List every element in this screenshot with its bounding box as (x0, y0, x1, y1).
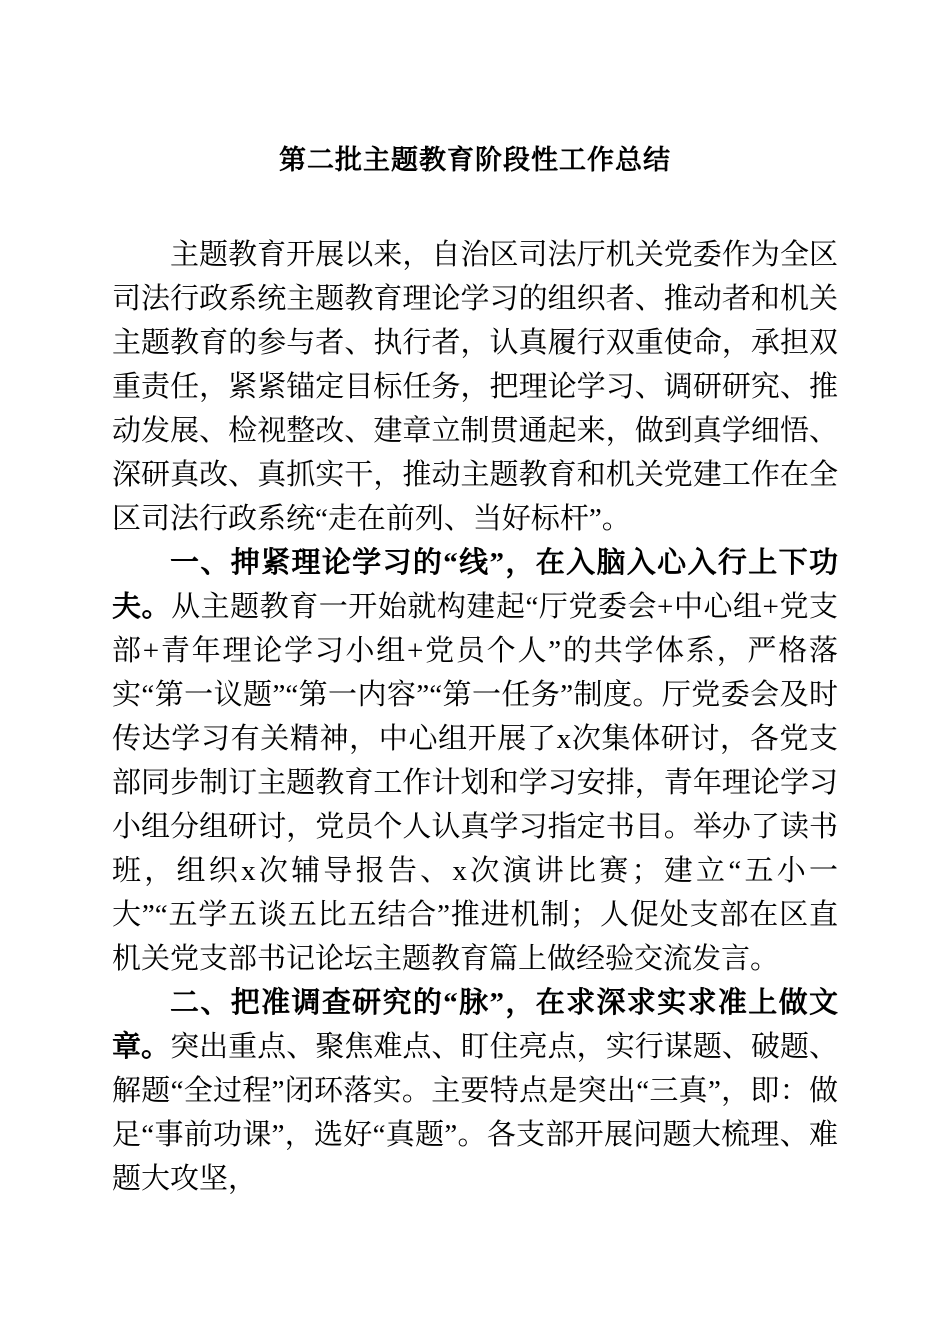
section-2-text: 突出重点、聚焦难点、盯住亮点，实行谋题、破题、解题“全过程”闭环落实。主要特点是突出“三真”，即：做足“事前功课”，选好“真题”。各支部开展问题大梳理、难题大攻坚， (112, 1031, 838, 1195)
paragraph-section-2 (112, 981, 838, 1201)
section-1-text: 从主题教育一开始就构建起“厅党委会+中心组+党支部+青年理论学习小组+党员个人”的共学体系，严格落实“第一议题”“第一内容”“第一任务”制度。厅党委会及时传达学习有关精神，中心组开展了x次集体研讨，各党支部同步制订主题教育工作计划和学习安排，青年理论学习小组分组研讨，党员个人认真学习指定书目。举办了读书班，组织x次辅导报告、x次演讲比赛；建立“五小一大”“五学五谈五比五结合”推进机制；人促处支部在区直机关党支部书记论坛主题教育篇上做经验交流发言。 (112, 591, 838, 975)
section-1-heading: 一、抻紧理论学习的“线”，在入脑入心入行上下功夫。 (112, 547, 838, 623)
paragraph-intro: 主题教育开展以来，自治区司法厅机关党委作为全区司法行政系统主题教育理论学习的组织者、推动者和机关主题教育的参与者、执行者，认真履行双重使命，承担双重责任，紧紧锚定目标任务，把理论学习、调研研究、推动发展、检视整改、建章立制贯通起来，做到真学细悟、深研真改、真抓实干，推动主题教育和机关党建工作在全区司法行政系统“走在前列、当好标杆”。 (112, 239, 838, 535)
paragraph-section-1 (112, 541, 838, 981)
document-title: 第二批主题教育阶段性工作总结 (279, 145, 671, 175)
section-2-heading: 二、把准调查研究的“脉”，在求深求实求准上做文章。 (112, 987, 838, 1063)
